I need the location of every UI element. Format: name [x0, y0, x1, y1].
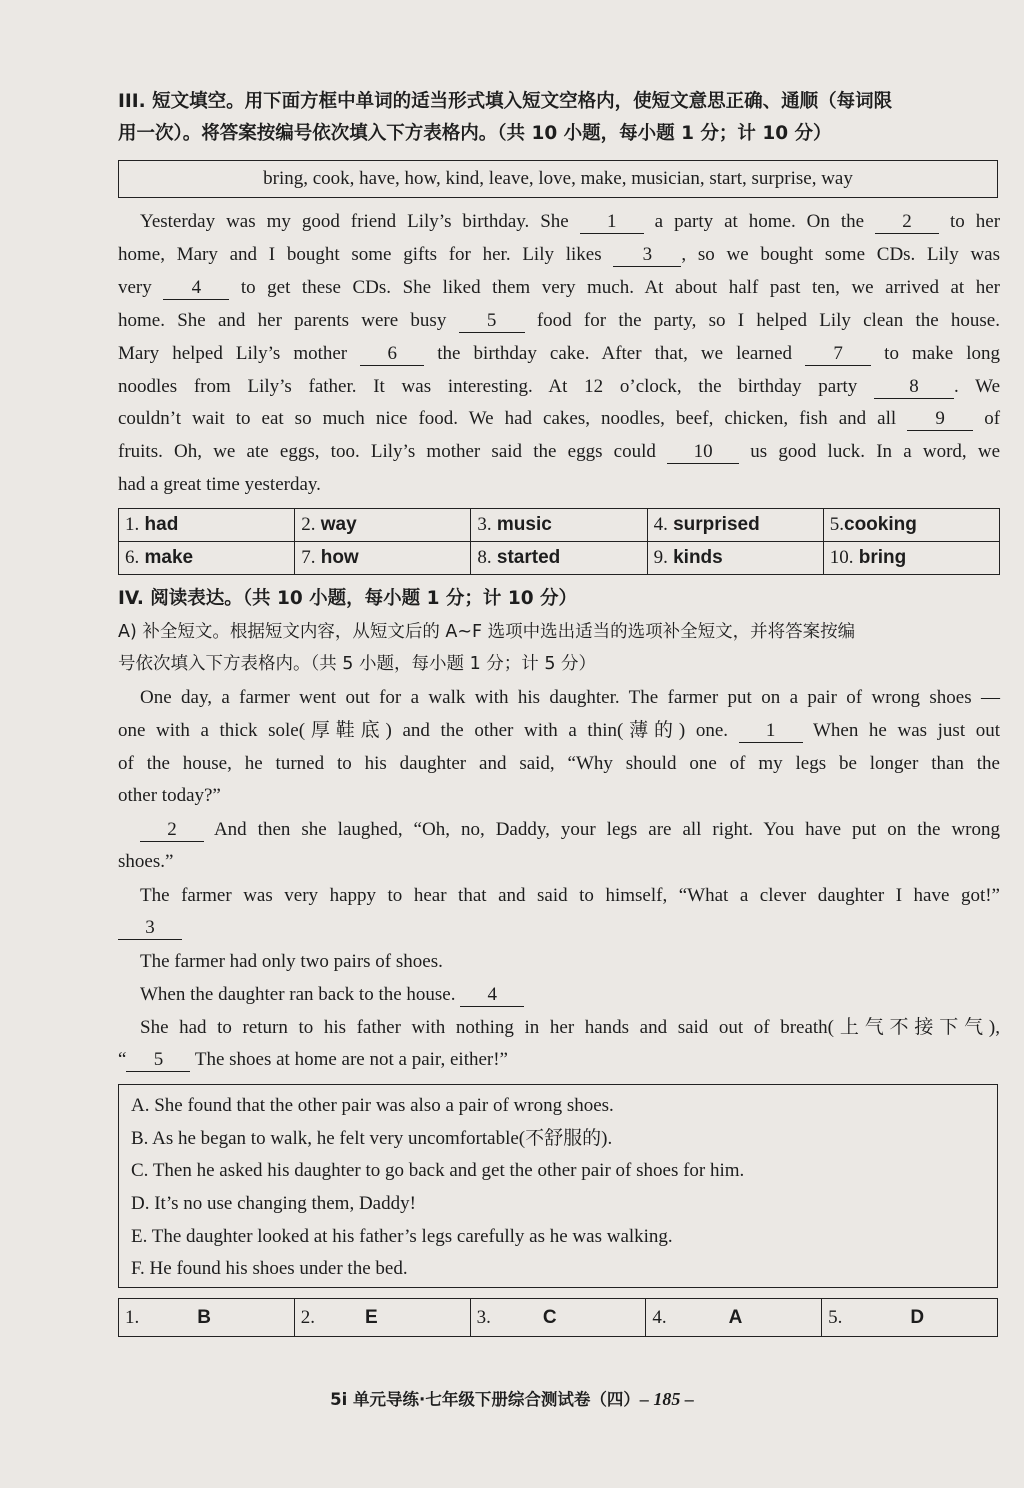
footer-title: 5i 单元导练·七年级下册综合测试卷（四） [330, 1390, 640, 1409]
part-a-instruction-cont: 号依次填入下方表格内。（共 5 小题，每小题 1 分；计 5 分） [118, 654, 597, 674]
passage-line: home. She and her parents were busy 5 food for the party, so I helped Lily clean the house. [118, 310, 1000, 331]
section3-heading: III. 短文填空。用下面方框中单词的适当形式填入短文空格内，使短文意思正确、通顺（每词限 [118, 91, 893, 112]
answer-cell: 3. C [470, 1299, 646, 1337]
page-footer [0, 1386, 1024, 1410]
passage-line: The farmer had only two pairs of shoes. [140, 951, 443, 972]
passage-line: had a great time yesterday. [118, 474, 321, 495]
answer-cell: 3. music [471, 509, 647, 542]
answer-cell: 8. started [471, 542, 647, 575]
blank-3: 3 [613, 244, 681, 267]
passage-line [118, 914, 1000, 942]
passage-line: very 4 to get these CDs. She liked them very much. At about half past ten, we arrived at her [118, 277, 1001, 298]
section3-heading-cont: 用一次）。将答案按编号依次填入下方表格内。（共 10 小题，每小题 1 分；计 10 分） [118, 123, 832, 144]
option-b: B. As he began to walk, he felt very uncomfortable(不舒服的). [131, 1128, 613, 1149]
blank-a5: 5 [126, 1049, 190, 1072]
blank-a4: 4 [460, 984, 524, 1007]
answer-cell: 6. make [119, 542, 295, 575]
option-e: E. The daughter looked at his father’s legs carefully as he was walking. [131, 1226, 673, 1247]
option-f: F. He found his shoes under the bed. [131, 1258, 408, 1279]
answer-cell: 2. E [294, 1299, 470, 1337]
answer-table-section3 [118, 508, 1000, 575]
blank-2: 2 [875, 211, 939, 234]
passage-line: Yesterday was my good friend Lily’s birthday. She 1 a party at home. On the 2 to her [140, 211, 1001, 232]
blank-5: 5 [459, 310, 525, 333]
blank-a1: 1 [739, 720, 803, 743]
blank-a3: 3 [118, 917, 182, 940]
option-c: C. Then he asked his daughter to go back and get the other pair of shoes for him. [131, 1160, 745, 1181]
part-a-instruction: A) 补全短文。根据短文内容，从短文后的 A~F 选项中选出适当的选项补全短文，并将答案按编 [118, 622, 856, 642]
blank-7: 7 [805, 343, 871, 366]
answer-cell: 5. D [822, 1299, 998, 1337]
answer-cell: 4. surprised [647, 509, 823, 542]
passage-line: fruits. Oh, we ate eggs, too. Lily’s mother said the eggs could 10 us good luck. In a word, we [118, 441, 1001, 462]
answer-cell: 1. B [119, 1299, 295, 1337]
answer-cell: 2. way [295, 509, 471, 542]
passage-line: of the house, he turned to his daughter and said, “Why should one of my legs be longer than the [118, 753, 1000, 774]
passage-line: When the daughter ran back to the house. 4 [140, 981, 1000, 1009]
blank-a2: 2 [140, 819, 204, 842]
answer-cell: 5.cooking [823, 509, 999, 542]
answer-cell: 7. how [295, 542, 471, 575]
answer-cell: 10. bring [823, 542, 999, 575]
passage-line: 2 And then she laughed, “Oh, no, Daddy, your legs are all right. You have put on the wrong [118, 816, 1000, 844]
blank-8: 8 [874, 376, 954, 399]
passage-line: one with a thick sole(厚鞋底) and the other with a thin(薄的) one. 1 When he was just out [118, 720, 1000, 741]
passage-line: One day, a farmer went out for a walk with his daughter. The farmer put on a pair of wrong shoes — [140, 687, 1000, 708]
word-bank-box: bring, cook, have, how, kind, leave, love, make, musician, start, surprise, way [118, 160, 998, 198]
passage-line: home, Mary and I bought some gifts for her. Lily likes 3 , so we bought some CDs. Lily was [118, 244, 1000, 265]
passage-line: Mary helped Lily’s mother 6 the birthday cake. After that, we learned 7 to make long [118, 343, 1000, 364]
answer-cell: 1. had [119, 509, 295, 542]
page-number: – 185 – [639, 1389, 694, 1409]
blank-9: 9 [907, 408, 973, 431]
blank-10: 10 [667, 441, 739, 464]
section4-heading: IV. 阅读表达。（共 10 小题，每小题 1 分；计 10 分） [118, 588, 578, 609]
blank-1: 1 [580, 211, 644, 234]
option-d: D. It’s no use changing them, Daddy! [131, 1193, 416, 1214]
passage-line: The farmer was very happy to hear that and said to himself, “What a clever daughter I have got!” [140, 885, 1000, 906]
passage-line: other today?” [118, 785, 221, 806]
blank-4: 4 [163, 277, 229, 300]
answer-cell: 4. A [646, 1299, 822, 1337]
blank-6: 6 [360, 343, 424, 366]
passage-line: “ 5 The shoes at home are not a pair, either!” [118, 1049, 508, 1070]
passage-line: shoes.” [118, 851, 174, 872]
options-box [118, 1084, 998, 1288]
option-a: A. She found that the other pair was also a pair of wrong shoes. [131, 1095, 614, 1116]
passage-line: She had to return to his father with nothing in her hands and said out of breath(上气不接下气), [140, 1017, 1000, 1038]
answer-cell: 9. kinds [647, 542, 823, 575]
passage-line: noodles from Lily’s father. It was interesting. At 12 o’clock, the birthday party 8 . We [118, 376, 1000, 397]
passage-line: couldn’t wait to eat so much nice food. We had cakes, noodles, beef, chicken, fish and all 9 of [118, 408, 1001, 429]
answer-table-section4 [118, 1298, 998, 1337]
